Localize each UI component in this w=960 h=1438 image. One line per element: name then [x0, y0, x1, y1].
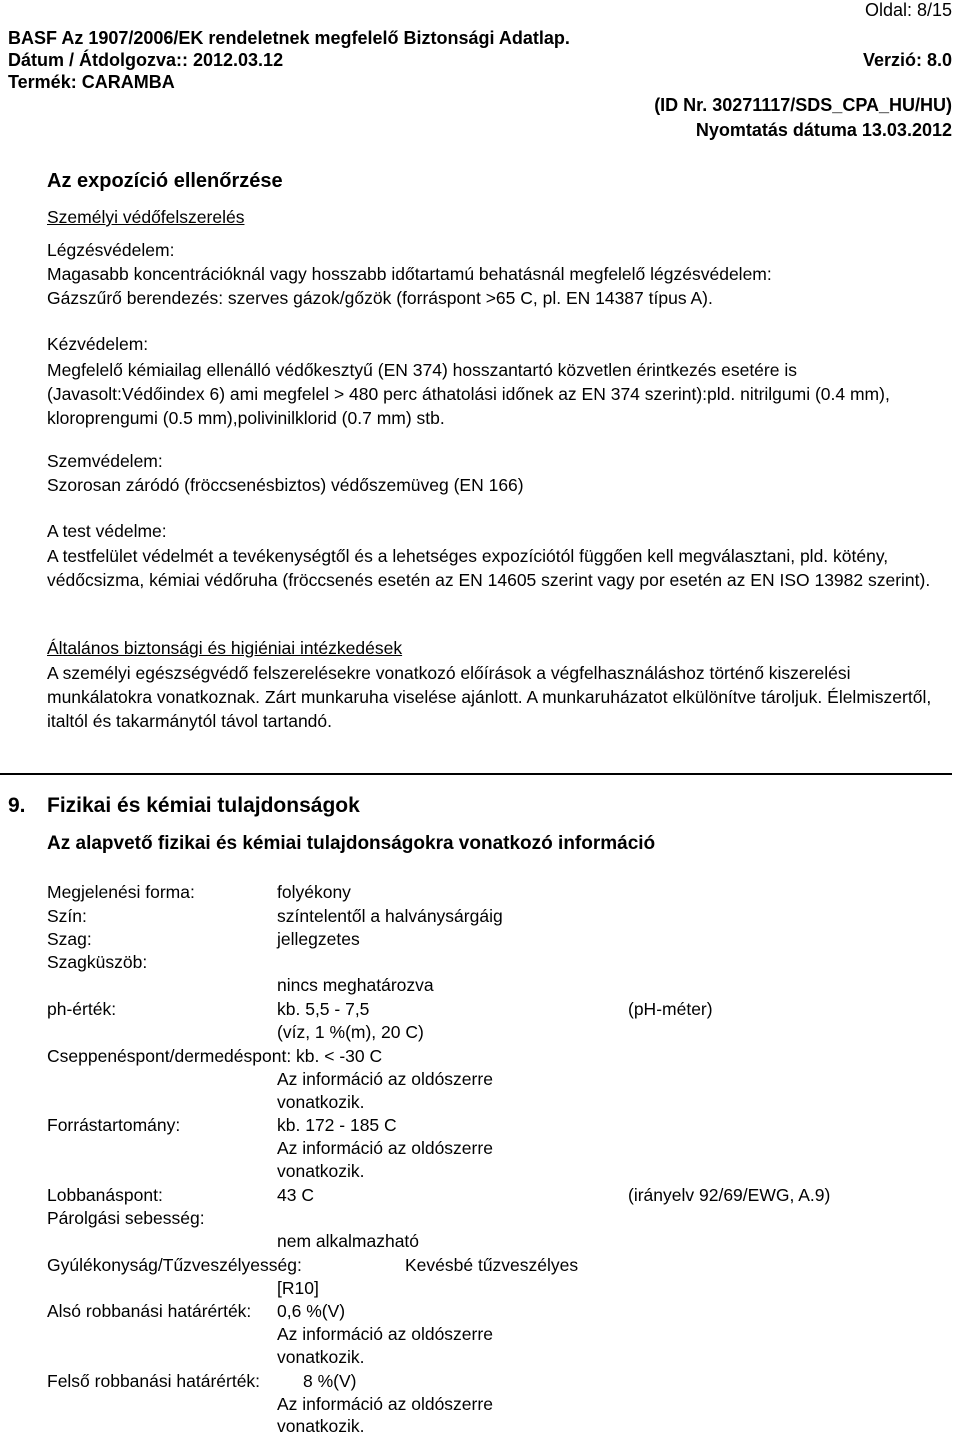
uel-value: 8 %(V)	[303, 1371, 357, 1391]
uel-note-1: Az információ az oldószerre	[277, 1394, 493, 1414]
exposure-heading: Az expozíció ellenőrzése	[47, 170, 283, 192]
product-name: CARAMBA	[81, 72, 175, 92]
flash-point-value: 43 C	[277, 1185, 314, 1205]
flammability-value: Kevésbé tűzveszélyes	[405, 1255, 579, 1275]
section-divider	[0, 773, 952, 775]
product-label: Termék:	[8, 72, 82, 92]
lel-note-1: Az információ az oldószerre	[277, 1324, 493, 1344]
print-date: Nyomtatás dátuma 13.03.2012	[695, 120, 952, 140]
respiratory-text-1: Magasabb koncentrációknál vagy hosszabb időtartamú behatásnál megfelelő légzésvédelem:	[47, 264, 772, 284]
pour-point-note-2: vonatkozik.	[277, 1092, 365, 1112]
eye-title: Szemvédelem:	[47, 451, 163, 471]
body-title: A test védelme:	[47, 521, 167, 541]
pour-point: Cseppenéspont/dermedéspont: kb. < -30 C	[47, 1046, 383, 1066]
section-title: Fizikai és kémiai tulajdonságok	[47, 794, 360, 817]
section-number: 9.	[8, 794, 26, 817]
color-value: színtelentől a halványsárgáig	[277, 906, 503, 926]
ph-conditions: (víz, 1 %(m), 20 C)	[277, 1022, 424, 1042]
evaporation-value: nem alkalmazható	[277, 1231, 420, 1251]
odor-threshold-label: Szagküszöb:	[47, 952, 148, 972]
odor-label: Szag:	[47, 929, 92, 949]
odor-threshold-value: nincs meghatározva	[277, 975, 434, 995]
lel-label: Alsó robbanási határérték:	[47, 1301, 252, 1321]
boiling-range-label: Forrástartomány:	[47, 1115, 181, 1135]
revision-date: Dátum / Átdolgozva:: 2012.03.12	[8, 50, 284, 70]
uel-note-2: vonatkozik.	[277, 1416, 365, 1436]
ph-label: ph-érték:	[47, 999, 117, 1019]
page-number: Oldal: 8/15	[864, 0, 952, 20]
appearance-label: Megjelenési forma:	[47, 882, 195, 902]
flammability-r-phrase: [R10]	[277, 1278, 319, 1298]
id-number: (ID Nr. 30271117/SDS_CPA_HU/HU)	[654, 95, 952, 115]
color-label: Szín:	[47, 906, 87, 926]
respiratory-text-2: Gázszűrő berendezés: szerves gázok/gőzök (forráspont >65 C, pl. EN 14387 típus A).	[47, 288, 713, 308]
eye-text: Szorosan záródó (fröccsenésbiztos) védőszemüveg (EN 166)	[47, 475, 524, 495]
lel-note-2: vonatkozik.	[277, 1347, 365, 1367]
pour-point-note-1: Az információ az oldószerre	[277, 1069, 493, 1089]
ph-value: kb. 5,5 - 7,5	[277, 999, 370, 1019]
boiling-range-value: kb. 172 - 185 C	[277, 1115, 397, 1135]
sds-title: BASF Az 1907/2006/EK rendeletnek megfelelő Biztonsági Adatlap.	[8, 28, 570, 48]
hand-text: Megfelelő kémiailag ellenálló védőkesztyű (EN 374) hosszantartó közvetlen érintkezés esetére is (Javasolt:Védőindex 6) ami megfelel > 480 perc áthatolási időnek az EN 374 szerint):pld. nitrilgumi (0.4 mm), kloroprengumi (0.5 mm),polivinilklorid (0.7 mm) stb.	[47, 360, 890, 428]
hygiene-text: A személyi egészségvédő felszerelésekre vonatkozó előírások a végfelhasználáshoz történő kiszerelési munkálatokra vonatkoznak. Zárt munkaruha viselése ajánlott. A munkaruházatot elkülönítve tároljuk. Élelmiszertől, italtól és takarmánytól távol tartandó.	[47, 663, 932, 731]
lel-value: 0,6 %(V)	[277, 1301, 346, 1321]
hygiene-heading: Általános biztonsági és higiéniai intézkedések	[47, 638, 403, 658]
version: Verzió: 8.0	[862, 50, 952, 70]
appearance-value: folyékony	[277, 882, 351, 902]
evaporation-label: Párolgási sebesség:	[47, 1208, 205, 1228]
body-text: A testfelület védelmét a tevékenységtől és a lehetséges expozíciótól függően kell megválasztani, pld. kötény, védőcsizma, kémiai védőruha (fröccsenés esetén az EN 14605 szerint vagy por esetén az EN ISO 13982 szerint).	[47, 546, 931, 590]
flammability-label: Gyúlékonyság/Tűzveszélyesség:	[47, 1255, 302, 1275]
odor-value: jellegzetes	[277, 929, 360, 949]
respiratory-title: Légzésvédelem:	[47, 240, 175, 260]
ppe-heading: Személyi védőfelszerelés	[47, 207, 245, 227]
ph-method: (pH-méter)	[628, 999, 713, 1019]
boiling-range-note-1: Az információ az oldószerre	[277, 1138, 493, 1158]
hand-title: Kézvédelem:	[47, 334, 149, 354]
flash-point-method: (irányelv 92/69/EWG, A.9)	[628, 1185, 831, 1205]
boiling-range-note-2: vonatkozik.	[277, 1161, 365, 1181]
section-subheading: Az alapvető fizikai és kémiai tulajdonságokra vonatkozó információ	[47, 833, 656, 854]
uel-label: Felső robbanási határérték:	[47, 1371, 261, 1391]
flash-point-label: Lobbanáspont:	[47, 1185, 163, 1205]
product-line	[8, 72, 175, 93]
